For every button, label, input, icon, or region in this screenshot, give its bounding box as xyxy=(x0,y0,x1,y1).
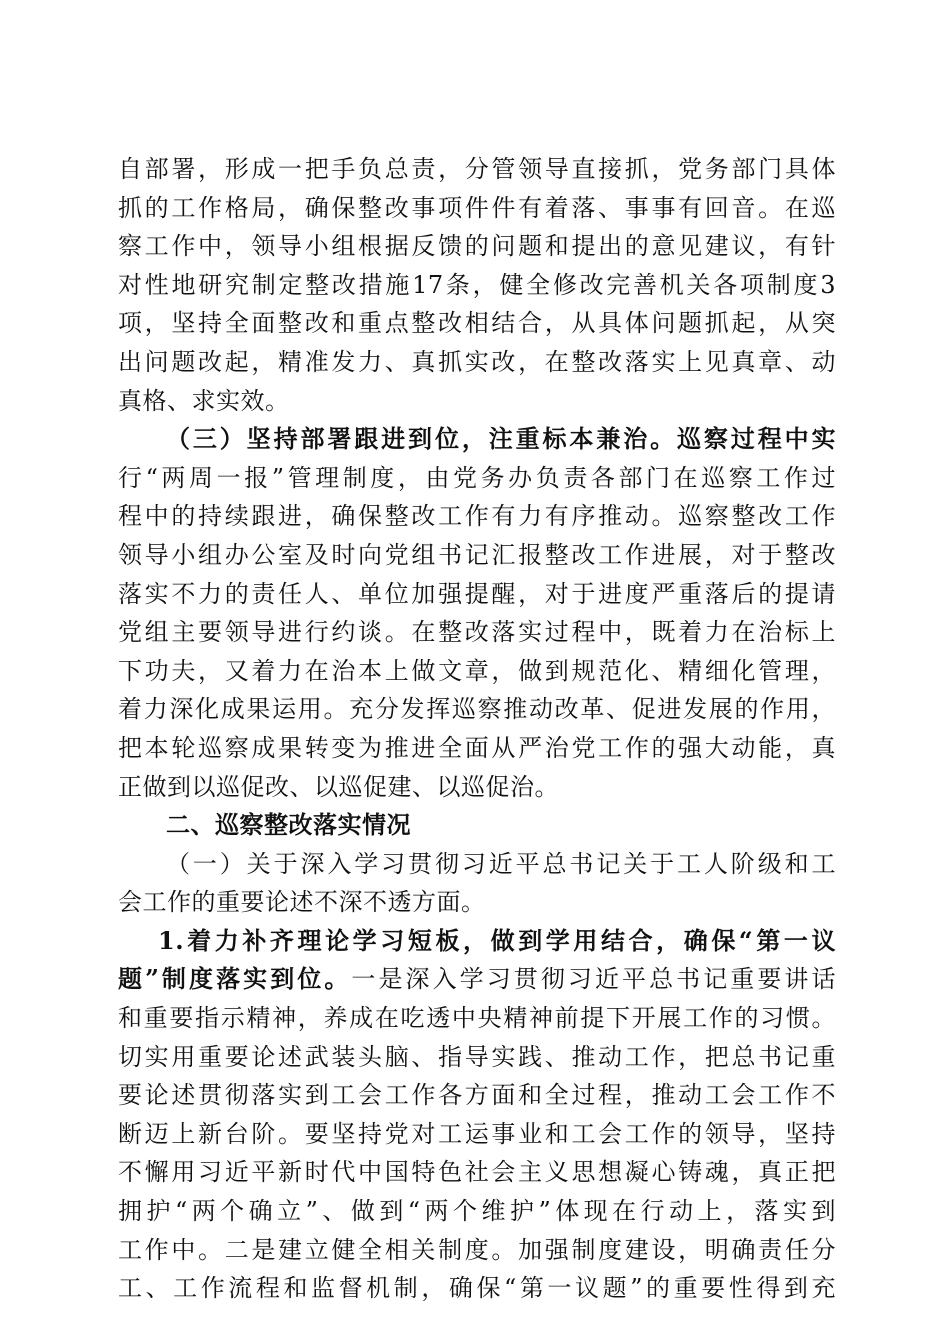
section-heading-three: （三）坚持部署跟进到位，注重标本兼治。巡察过程中实 xyxy=(166,424,836,454)
paragraph-line: 断迈上新台阶。要坚持党对工运事业和工会工作的领导，坚持 xyxy=(118,1119,836,1148)
subsection-heading-one-cont: 会工作的重要论述不深不透方面。 xyxy=(118,888,486,917)
paragraph-line: 真格、求实效。 xyxy=(118,386,290,415)
paragraph-line: 和重要指示精神，养成在吃透中央精神前提下开展工作的习惯。 xyxy=(118,1004,836,1033)
paragraph-line: 要论述贯彻落实到工会工作各方面和全过程，推动工会工作不 xyxy=(118,1081,836,1110)
paragraph-line: 党组主要领导进行约谈。在整改落实过程中，既着力在治标上 xyxy=(118,618,836,647)
paragraph-line: 工作中。二是建立健全相关制度。加强制度建设，明确责任分 xyxy=(118,1235,836,1264)
item-heading-one: 1.着力补齐理论学习短板，做到学用结合，确保“第一议 xyxy=(158,925,836,955)
paragraph-line: 抓的工作格局，确保整改事项件件有着落、事事有回音。在巡 xyxy=(118,193,836,222)
paragraph-line: 不懈用习近平新时代中国特色社会主义思想凝心铸魂，真正把 xyxy=(118,1158,836,1187)
paragraph-line: 自部署，形成一把手负总责，分管领导直接抓，党务部门具体 xyxy=(118,155,836,183)
subsection-heading-one: （一）关于深入学习贯彻习近平总书记关于工人阶级和工 xyxy=(166,849,836,878)
item-heading-one-cont xyxy=(118,960,836,999)
paragraph-line: 着力深化成果运用。充分发挥巡察推动改革、促进发展的作用， xyxy=(118,695,836,724)
paragraph-line: 出问题改起，精准发力、真抓实改，在整改落实上见真章、动 xyxy=(118,347,836,376)
paragraph-line: 落实不力的责任人、单位加强提醒，对于进度严重落后的提请 xyxy=(118,579,836,608)
paragraph-line: 对性地研究制定整改措施17条，健全修改完善机关各项制度3 xyxy=(118,270,836,299)
paragraph-line: 工、工作流程和监督机制，确保“第一议题”的重要性得到充 xyxy=(118,1274,836,1303)
paragraph-line: 下功夫，又着力在治本上做文章，做到规范化、精细化管理， xyxy=(118,656,836,685)
paragraph-line: 正做到以巡促改、以巡促建、以巡促治。 xyxy=(118,772,559,801)
item-body-text: 一是深入学习贯彻习近平总书记重要讲话 xyxy=(351,965,836,994)
section-heading-two: 二、巡察整改落实情况 xyxy=(166,811,411,840)
paragraph-line: 切实用重要论述武装头脑、指导实践、推动工作，把总书记重 xyxy=(118,1042,836,1071)
document-page xyxy=(118,150,836,1308)
paragraph-line: 把本轮巡察成果转变为推进全面从严治党工作的强大动能，真 xyxy=(118,733,836,762)
paragraph-line: 领导小组办公室及时向党组书记汇报整改工作进展，对于整改 xyxy=(118,540,836,569)
paragraph-line: 项，坚持全面整改和重点整改相结合，从具体问题抓起，从突 xyxy=(118,309,836,338)
paragraph-line: 察工作中，领导小组根据反馈的问题和提出的意见建议，有针 xyxy=(118,232,836,261)
paragraph-line: 程中的持续跟进，确保整改工作有力有序推动。巡察整改工作 xyxy=(118,502,836,531)
paragraph-line: 拥护“两个确立”、做到“两个维护”体现在行动上，落实到 xyxy=(118,1197,836,1226)
paragraph-line: 行“两周一报”管理制度，由党务办负责各部门在巡察工作过 xyxy=(118,463,836,492)
item-heading-bold: 题”制度落实到位。 xyxy=(118,964,352,994)
